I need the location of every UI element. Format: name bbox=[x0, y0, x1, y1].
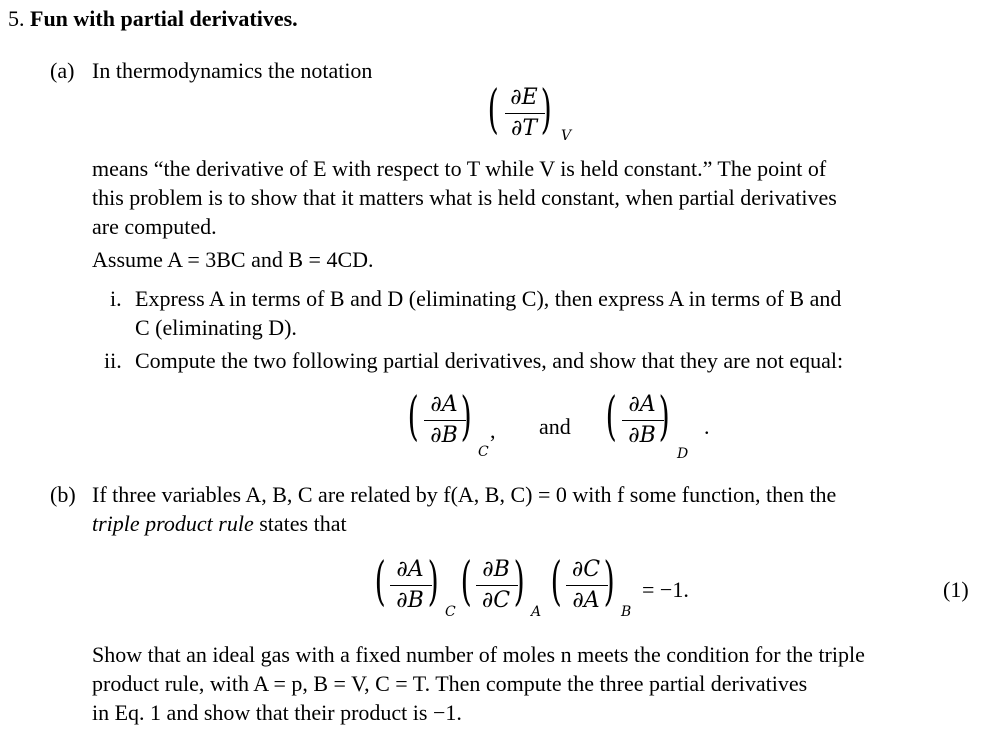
fraction-bar bbox=[390, 585, 432, 586]
eq-term2-subscript: A bbox=[531, 604, 542, 620]
item-i-line2: C (eliminating D). bbox=[135, 315, 297, 340]
deriv2-subscript: D bbox=[677, 446, 689, 462]
fraction-bar bbox=[476, 585, 518, 586]
eq-term1-denominator: ∂B bbox=[396, 588, 424, 613]
deriv2-denominator: ∂B bbox=[628, 423, 656, 448]
notation-numerator: ∂E bbox=[510, 85, 538, 110]
left-paren: ( bbox=[460, 552, 472, 612]
left-paren: ( bbox=[550, 552, 562, 612]
part-b-line1: If three variables A, B, C are related by f(A, B, C) = 0 with f some function, then the bbox=[92, 482, 837, 507]
deriv1-subscript: C bbox=[478, 444, 489, 460]
left-paren: ( bbox=[407, 387, 419, 447]
part-a-para-line1: means “the derivative of E with respect to T while V is held constant.” The point of bbox=[92, 156, 827, 181]
part-b-final-line3: in Eq. 1 and show that their product is −1. bbox=[92, 700, 462, 725]
eq-rhs: = −1. bbox=[642, 577, 689, 602]
part-a-para-line3: are computed. bbox=[92, 214, 217, 239]
deriv2-punct: . bbox=[704, 414, 710, 439]
left-paren: ( bbox=[487, 80, 499, 140]
part-b-line2 bbox=[92, 509, 347, 538]
notation-subscript: V bbox=[561, 128, 572, 144]
deriv1-punct: , bbox=[490, 418, 496, 443]
eq-term1-numerator: ∂A bbox=[396, 557, 424, 582]
right-paren: ) bbox=[460, 387, 472, 447]
notation-denominator: ∂T bbox=[510, 116, 538, 141]
eq-term2-denominator: ∂C bbox=[481, 588, 511, 613]
right-paren: ) bbox=[658, 387, 670, 447]
item-ii-label: ii. bbox=[104, 348, 122, 373]
deriv2-numerator: ∂A bbox=[628, 392, 656, 417]
eq-term1-subscript: C bbox=[445, 604, 456, 620]
right-paren: ) bbox=[427, 552, 439, 612]
deriv1-denominator: ∂B bbox=[430, 423, 458, 448]
right-paren: ) bbox=[603, 552, 615, 612]
item-ii-line1: Compute the two following partial derivatives, and show that they are not equal: bbox=[135, 348, 844, 373]
eq-term3-subscript: B bbox=[621, 604, 632, 620]
equation-number: (1) bbox=[943, 577, 969, 602]
problem-heading bbox=[8, 4, 298, 33]
part-a-intro: In thermodynamics the notation bbox=[92, 58, 373, 83]
eq-term2-numerator: ∂B bbox=[482, 557, 510, 582]
part-b-final-line1: Show that an ideal gas with a fixed number of moles n meets the condition for the triple bbox=[92, 642, 865, 667]
part-b-final-line2: product rule, with A = p, B = V, C = T. Then compute the three partial derivatives bbox=[92, 671, 808, 696]
eq-term3-denominator: ∂A bbox=[572, 588, 600, 613]
part-b-line2-rest: states that bbox=[253, 511, 347, 536]
problem-number: 5. bbox=[8, 6, 25, 31]
right-paren: ) bbox=[513, 552, 525, 612]
fraction-bar bbox=[505, 113, 545, 114]
eq-term3-numerator: ∂C bbox=[571, 557, 601, 582]
fraction-bar bbox=[566, 585, 608, 586]
part-b-label: (b) bbox=[50, 482, 76, 507]
right-paren: ) bbox=[540, 80, 552, 140]
assume-line: Assume A = 3BC and B = 4CD. bbox=[92, 247, 374, 272]
part-a-para-line2: this problem is to show that it matters what is held constant, when partial derivatives bbox=[92, 185, 837, 210]
triple-product-rule-term: triple product rule bbox=[92, 511, 254, 536]
part-a-label: (a) bbox=[50, 58, 75, 83]
left-paren: ( bbox=[605, 387, 617, 447]
item-i-line1: Express A in terms of B and D (eliminating C), then express A in terms of B and bbox=[135, 286, 842, 311]
item-i-label: i. bbox=[110, 286, 122, 311]
deriv1-numerator: ∂A bbox=[430, 392, 458, 417]
left-paren: ( bbox=[374, 552, 386, 612]
and-word: and bbox=[539, 414, 571, 439]
problem-title: Fun with partial derivatives. bbox=[30, 6, 298, 31]
